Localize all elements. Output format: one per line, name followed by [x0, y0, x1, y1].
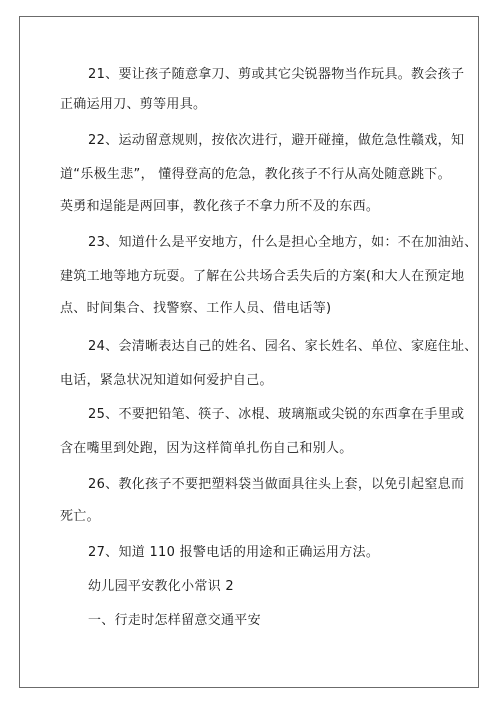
text-line: 27、知道 110 报警电话的用途和正确运用方法。 — [88, 545, 380, 560]
text-line: 英勇和逞能是两回事，教化孩子不拿力所不及的东西。 — [60, 199, 380, 214]
text-line: 建筑工地等地方玩耍。了解在公共场合丢失后的方案(和大人在预定地 — [60, 269, 465, 284]
section-heading: 幼儿园平安教化小常识 2 — [88, 579, 235, 594]
text-line: 含在嘴里到处跑，因为这样简单扎伤自己和别人。 — [60, 441, 353, 456]
text-line: 21、要让孩子随意拿刀、剪或其它尖锐器物当作玩具。教会孩子 — [88, 67, 465, 82]
text-line: 22、运动留意规则，按依次进行，避开碰撞，做危急性赣戏，知 — [88, 133, 465, 148]
text-line: 道“乐极生悲”， 懂得登高的危急，教化孩子不行从高处随意跳下。 — [60, 167, 451, 182]
text-line: 正确运用刀、剪等用具。 — [60, 97, 207, 112]
subsection-heading: 一、行走时怎样留意交通平安 — [88, 613, 261, 628]
text-line: 25、不要把铅笔、筷子、冰棍、玻璃瓶或尖锐的东西拿在手里或 — [88, 407, 465, 422]
text-line: 点、时间集合、找警察、工作人员、借电话等) — [60, 301, 332, 316]
text-line: 死亡。 — [60, 509, 100, 524]
text-line: 24、会清晰表达自己的姓名、园名、家长姓名、单位、家庭住址、 — [88, 339, 478, 354]
text-line: 23、知道什么是平安地方，什么是担心全地方，如：不在加油站、 — [88, 235, 478, 250]
text-line: 26、教化孩子不要把塑料袋当做面具往头上套，以免引起窒息而 — [88, 477, 465, 492]
text-line: 电话，紧急状况知道如何爱护自己。 — [60, 373, 273, 388]
